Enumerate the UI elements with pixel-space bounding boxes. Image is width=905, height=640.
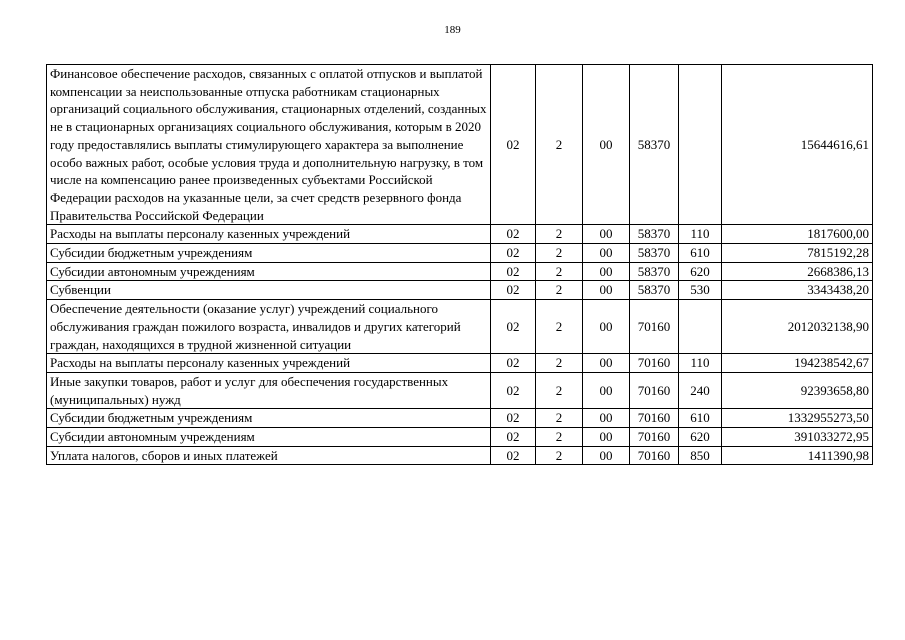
code-cell-2: 2 <box>536 225 583 244</box>
table-row <box>47 354 873 373</box>
code-cell-1: 02 <box>491 65 536 225</box>
code-cell-4: 70160 <box>630 354 679 373</box>
code-cell-3: 00 <box>583 281 630 300</box>
code-cell-3: 00 <box>583 372 630 408</box>
amount-cell: 15644616,61 <box>722 65 873 225</box>
table-row <box>47 244 873 263</box>
code-cell-1: 02 <box>491 281 536 300</box>
amount-cell: 2012032138,90 <box>722 300 873 354</box>
code-cell-1: 02 <box>491 409 536 428</box>
code-cell-2: 2 <box>536 354 583 373</box>
code-cell-1: 02 <box>491 262 536 281</box>
code-cell-3: 00 <box>583 354 630 373</box>
description-cell: Субвенции <box>47 281 491 300</box>
description-cell: Уплата налогов, сборов и иных платежей <box>47 446 491 465</box>
description-cell: Иные закупки товаров, работ и услуг для обеспечения государственных (муниципальных) нужд <box>47 372 491 408</box>
code-cell-3: 00 <box>583 409 630 428</box>
description-cell: Субсидии автономным учреждениям <box>47 262 491 281</box>
amount-cell: 1411390,98 <box>722 446 873 465</box>
code-cell-4: 70160 <box>630 409 679 428</box>
expense-type-cell: 240 <box>679 372 722 408</box>
expense-type-cell: 620 <box>679 428 722 447</box>
table-row <box>47 372 873 408</box>
code-cell-4: 58370 <box>630 65 679 225</box>
code-cell-4: 58370 <box>630 262 679 281</box>
table-row <box>47 409 873 428</box>
expense-type-cell: 110 <box>679 354 722 373</box>
page-number: 189 <box>444 24 461 36</box>
description-cell: Субсидии автономным учреждениям <box>47 428 491 447</box>
code-cell-4: 58370 <box>630 281 679 300</box>
amount-cell: 3343438,20 <box>722 281 873 300</box>
description-cell: Расходы на выплаты персоналу казенных учреждений <box>47 225 491 244</box>
table-row <box>47 65 873 225</box>
code-cell-1: 02 <box>491 446 536 465</box>
amount-cell: 391033272,95 <box>722 428 873 447</box>
code-cell-2: 2 <box>536 409 583 428</box>
amount-cell: 92393658,80 <box>722 372 873 408</box>
code-cell-2: 2 <box>536 446 583 465</box>
code-cell-4: 70160 <box>630 372 679 408</box>
expense-type-cell: 620 <box>679 262 722 281</box>
code-cell-3: 00 <box>583 225 630 244</box>
code-cell-4: 58370 <box>630 225 679 244</box>
expense-type-cell <box>679 300 722 354</box>
description-cell: Обеспечение деятельности (оказание услуг) учреждений социального обслуживания граждан пожилого возраста, инвалидов и других категорий граждан, находящихся в трудной жизненной ситуации <box>47 300 491 354</box>
description-cell: Субсидии бюджетным учреждениям <box>47 244 491 263</box>
code-cell-3: 00 <box>583 300 630 354</box>
code-cell-4: 70160 <box>630 300 679 354</box>
code-cell-1: 02 <box>491 225 536 244</box>
amount-cell: 1332955273,50 <box>722 409 873 428</box>
amount-cell: 2668386,13 <box>722 262 873 281</box>
code-cell-3: 00 <box>583 244 630 263</box>
code-cell-2: 2 <box>536 372 583 408</box>
table-row <box>47 225 873 244</box>
code-cell-2: 2 <box>536 281 583 300</box>
code-cell-1: 02 <box>491 354 536 373</box>
code-cell-3: 00 <box>583 428 630 447</box>
table-row <box>47 428 873 447</box>
code-cell-4: 70160 <box>630 428 679 447</box>
budget-table <box>46 64 873 465</box>
table-row <box>47 262 873 281</box>
expense-type-cell: 110 <box>679 225 722 244</box>
code-cell-3: 00 <box>583 446 630 465</box>
table-row <box>47 446 873 465</box>
code-cell-2: 2 <box>536 262 583 281</box>
amount-cell: 194238542,67 <box>722 354 873 373</box>
expense-type-cell <box>679 65 722 225</box>
code-cell-2: 2 <box>536 65 583 225</box>
description-cell: Расходы на выплаты персоналу казенных учреждений <box>47 354 491 373</box>
expense-type-cell: 610 <box>679 244 722 263</box>
code-cell-1: 02 <box>491 300 536 354</box>
table-row <box>47 300 873 354</box>
amount-cell: 1817600,00 <box>722 225 873 244</box>
code-cell-1: 02 <box>491 372 536 408</box>
code-cell-3: 00 <box>583 65 630 225</box>
table-body <box>47 65 873 465</box>
description-cell: Финансовое обеспечение расходов, связанных с оплатой отпусков и выплатой компенсации за неиспользованные отпуска работникам стационарных организаций социального обслуживания, стационарных отделений, созданных не в стационарных организациях социального обслуживания, которым в 2020 году предоставлялись выплаты стимулирующего характера за выполнение особо важных работ, особые условия труда и дополнительную нагрузку, в том числе на компенсацию ранее произведенных субъектами Российской Федерации расходов на указанные цели, за счет средств резервного фонда Правительства Российской Федерации <box>47 65 491 225</box>
code-cell-2: 2 <box>536 300 583 354</box>
code-cell-1: 02 <box>491 244 536 263</box>
table-row <box>47 281 873 300</box>
code-cell-4: 70160 <box>630 446 679 465</box>
expense-type-cell: 850 <box>679 446 722 465</box>
code-cell-2: 2 <box>536 244 583 263</box>
code-cell-1: 02 <box>491 428 536 447</box>
description-cell: Субсидии бюджетным учреждениям <box>47 409 491 428</box>
amount-cell: 7815192,28 <box>722 244 873 263</box>
code-cell-3: 00 <box>583 262 630 281</box>
code-cell-2: 2 <box>536 428 583 447</box>
expense-type-cell: 610 <box>679 409 722 428</box>
expense-type-cell: 530 <box>679 281 722 300</box>
code-cell-4: 58370 <box>630 244 679 263</box>
